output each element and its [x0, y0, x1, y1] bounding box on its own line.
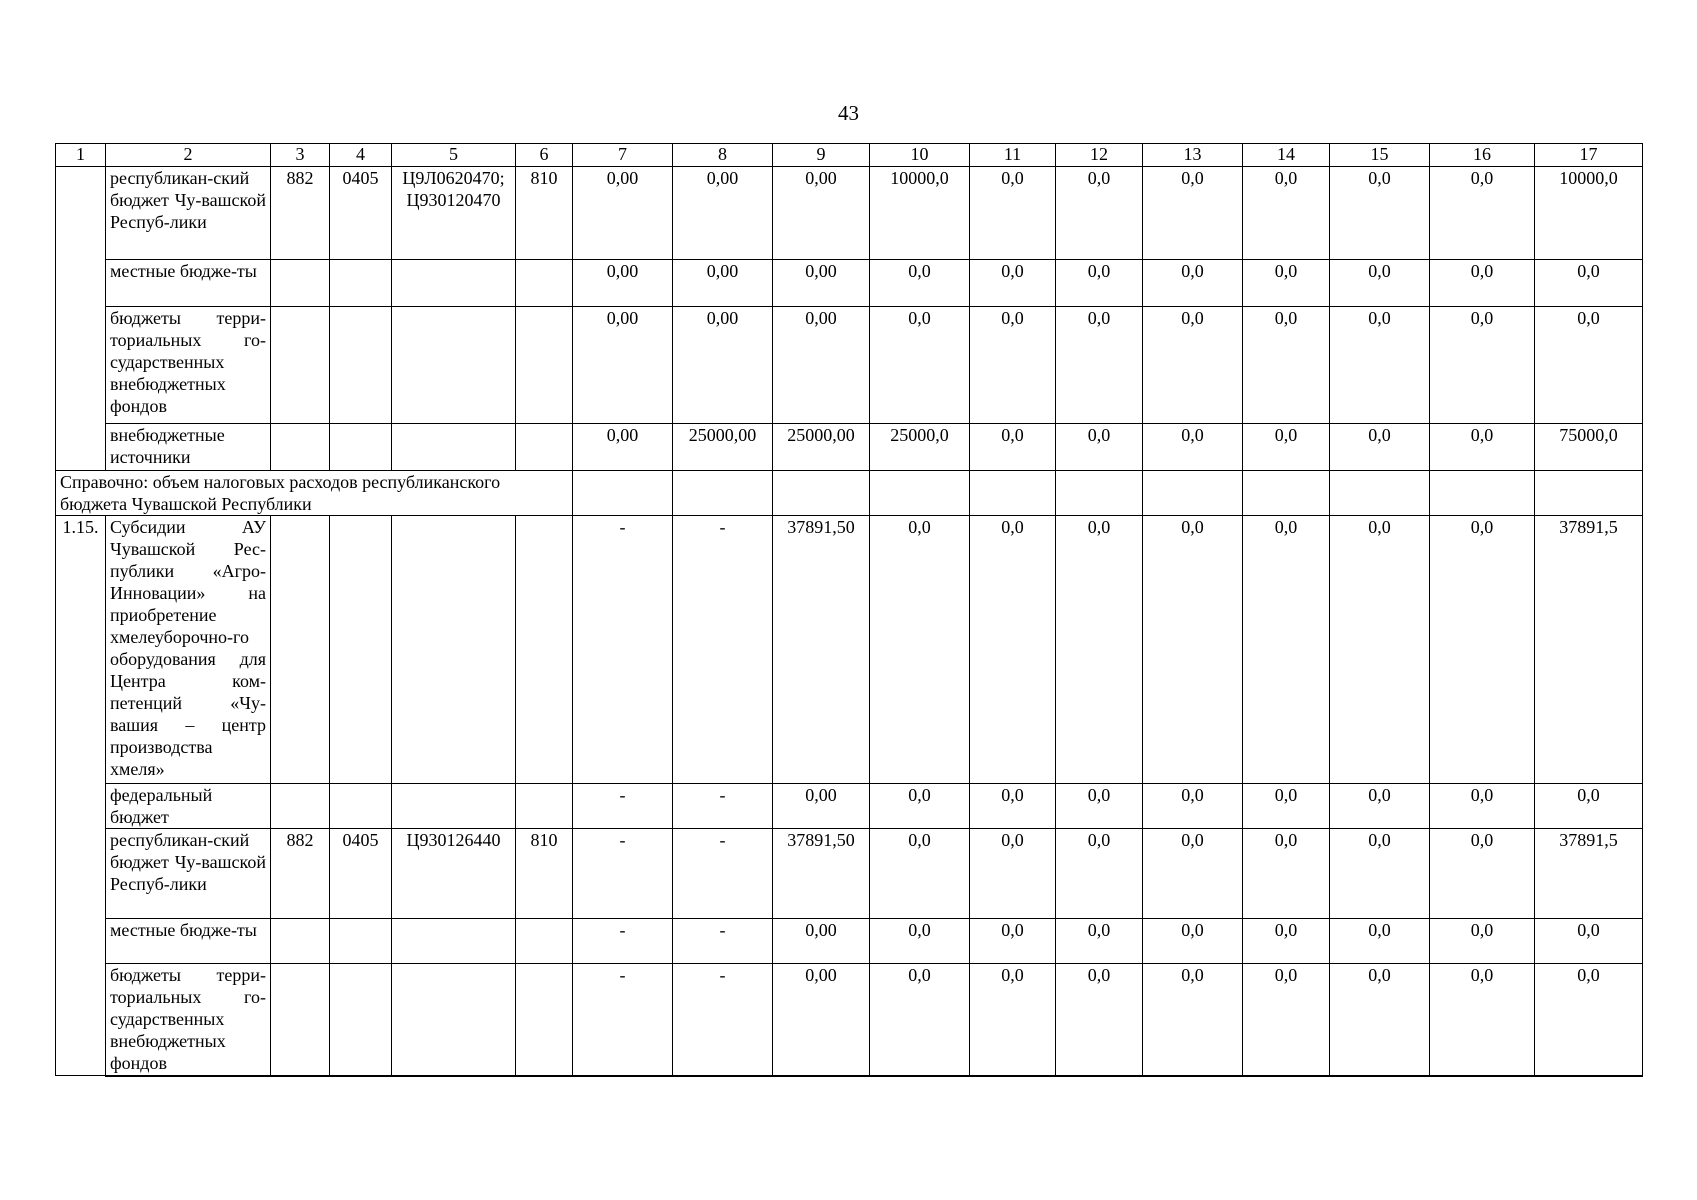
value-cell: 0,0	[1243, 964, 1330, 1076]
value-cell: 0,0	[1430, 919, 1535, 964]
target-article-code	[392, 964, 516, 1076]
table-row	[56, 784, 1643, 829]
table-row	[56, 260, 1643, 307]
source-label: местные бюдже-ты	[106, 260, 271, 307]
value-cell: 0,0	[1330, 784, 1430, 829]
value-cell: 0,0	[1430, 167, 1535, 260]
value-cell: 0,00	[773, 167, 870, 260]
value-cell: 0,00	[773, 919, 870, 964]
item-number: 1.15.	[56, 516, 106, 1076]
reference-note: Справочно: объем налоговых расходов республиканского бюджета Чувашской Республики	[56, 471, 573, 516]
column-number: 10	[870, 144, 970, 167]
column-number: 5	[392, 144, 516, 167]
value-cell: 0,0	[1330, 167, 1430, 260]
column-number: 9	[773, 144, 870, 167]
value-cell: 0,0	[1430, 964, 1535, 1076]
value-cell: 0,00	[773, 260, 870, 307]
table-row	[56, 919, 1643, 964]
column-number: 8	[673, 144, 773, 167]
value-cell: 0,0	[970, 260, 1056, 307]
source-label: республикан-ский бюджет Чу-вашской Респуб-лики	[106, 167, 271, 260]
value-cell: 0,0	[1243, 919, 1330, 964]
value-cell: 37891,5	[1535, 829, 1643, 919]
expense-type-code	[516, 260, 573, 307]
column-number: 7	[573, 144, 673, 167]
value-cell: 75000,0	[1535, 424, 1643, 471]
value-cell: -	[573, 919, 673, 964]
column-number-row	[56, 144, 1643, 167]
value-cell: 0,0	[1535, 784, 1643, 829]
item-title: Субсидии АУ Чувашской Рес-публики «Агро-Инновации» на приобретение хмелеуборочно-го оборудования для Центра ком-петенций «Чу-вашия – центр производства хмеля»	[106, 516, 271, 784]
value-cell: 0,0	[1535, 964, 1643, 1076]
empty-cell	[271, 516, 330, 784]
empty-cell	[1430, 471, 1535, 516]
table-row	[56, 424, 1643, 471]
value-cell: 0,0	[1143, 829, 1243, 919]
value-cell: 0,0	[870, 964, 970, 1076]
empty-cell	[573, 471, 673, 516]
value-cell: 0,0	[1143, 784, 1243, 829]
value-cell: 0,0	[970, 919, 1056, 964]
value-cell: 37891,5	[1535, 516, 1643, 784]
value-cell: 0,0	[1243, 260, 1330, 307]
section-code	[330, 307, 392, 424]
value-cell: 0,0	[970, 424, 1056, 471]
value-cell: 0,0	[1535, 307, 1643, 424]
value-cell: 0,0	[1143, 919, 1243, 964]
value-cell: 0,00	[773, 784, 870, 829]
ministry-code	[271, 964, 330, 1076]
value-cell: 25000,0	[870, 424, 970, 471]
column-number: 4	[330, 144, 392, 167]
column-number: 13	[1143, 144, 1243, 167]
value-cell: 0,0	[1330, 919, 1430, 964]
value-cell: 0,0	[1056, 260, 1143, 307]
value-cell: 0,0	[1243, 516, 1330, 784]
section-code	[330, 919, 392, 964]
source-label: местные бюдже-ты	[106, 919, 271, 964]
target-article-code	[392, 307, 516, 424]
source-label: бюджеты терри-ториальных го-сударственных внебюджетных фондов	[106, 964, 271, 1076]
value-cell: 0,0	[1330, 516, 1430, 784]
value-cell: -	[573, 829, 673, 919]
value-cell: 0,0	[1535, 260, 1643, 307]
empty-cell	[870, 471, 970, 516]
value-cell: 0,00	[573, 307, 673, 424]
value-cell: 0,0	[1243, 307, 1330, 424]
empty-cell	[392, 516, 516, 784]
expense-type-code	[516, 964, 573, 1076]
value-cell: 0,0	[870, 919, 970, 964]
ministry-code	[271, 307, 330, 424]
value-cell: 0,0	[1430, 829, 1535, 919]
empty-cell	[330, 516, 392, 784]
ministry-code: 882	[271, 167, 330, 260]
expense-type-code	[516, 307, 573, 424]
empty-cell	[773, 471, 870, 516]
section-code	[330, 424, 392, 471]
value-cell: 0,0	[1430, 516, 1535, 784]
target-article-code	[392, 260, 516, 307]
section-code	[330, 964, 392, 1076]
column-number: 2	[106, 144, 271, 167]
section-code: 0405	[330, 167, 392, 260]
value-cell: 0,0	[1430, 307, 1535, 424]
value-cell: 0,0	[1430, 784, 1535, 829]
value-cell: 0,00	[573, 167, 673, 260]
value-cell: 0,0	[1056, 784, 1143, 829]
value-cell: 0,0	[1243, 167, 1330, 260]
value-cell: 0,0	[1330, 260, 1430, 307]
value-cell: -	[673, 516, 773, 784]
expense-type-code: 810	[516, 829, 573, 919]
value-cell: 0,0	[870, 307, 970, 424]
value-cell: 0,0	[970, 307, 1056, 424]
source-label: внебюджетные источники	[106, 424, 271, 471]
target-article-code	[392, 784, 516, 829]
value-cell: 0,0	[1243, 424, 1330, 471]
empty-cell	[1330, 471, 1430, 516]
value-cell: 0,0	[1330, 829, 1430, 919]
ministry-code	[271, 260, 330, 307]
section-code: 0405	[330, 829, 392, 919]
value-cell: 0,0	[1056, 964, 1143, 1076]
empty-cell	[1143, 471, 1243, 516]
ministry-code	[271, 919, 330, 964]
value-cell: 0,00	[673, 260, 773, 307]
column-number: 16	[1430, 144, 1535, 167]
value-cell: 37891,50	[773, 829, 870, 919]
value-cell: 0,0	[1143, 424, 1243, 471]
value-cell: 0,0	[1056, 919, 1143, 964]
value-cell: -	[673, 784, 773, 829]
column-number: 3	[271, 144, 330, 167]
value-cell: 0,00	[773, 307, 870, 424]
empty-cell	[516, 516, 573, 784]
value-cell: -	[573, 516, 673, 784]
value-cell: 0,0	[970, 964, 1056, 1076]
value-cell: 0,00	[673, 167, 773, 260]
value-cell: 0,0	[1243, 784, 1330, 829]
empty-cell	[1243, 471, 1330, 516]
value-cell: -	[673, 829, 773, 919]
value-cell: -	[573, 784, 673, 829]
column-number: 14	[1243, 144, 1330, 167]
ministry-code	[271, 424, 330, 471]
value-cell: 0,0	[1143, 516, 1243, 784]
value-cell: -	[673, 919, 773, 964]
empty-cell	[673, 471, 773, 516]
column-number: 1	[56, 144, 106, 167]
value-cell: 0,0	[1056, 516, 1143, 784]
item-row	[56, 516, 1643, 784]
empty-cell	[1535, 471, 1643, 516]
value-cell: 0,0	[870, 260, 970, 307]
value-cell: 10000,0	[1535, 167, 1643, 260]
value-cell: 0,0	[1143, 307, 1243, 424]
value-cell: 0,0	[1143, 260, 1243, 307]
target-article-code	[392, 424, 516, 471]
section-code	[330, 260, 392, 307]
value-cell: 0,0	[970, 516, 1056, 784]
empty-cell	[1056, 471, 1143, 516]
empty-cell	[970, 471, 1056, 516]
column-number: 15	[1330, 144, 1430, 167]
source-label: бюджеты терри-ториальных го-сударственных внебюджетных фондов	[106, 307, 271, 424]
expense-type-code	[516, 424, 573, 471]
expense-type-code	[516, 784, 573, 829]
value-cell: 0,0	[1330, 964, 1430, 1076]
row-number-cell	[56, 167, 106, 471]
value-cell: -	[573, 964, 673, 1076]
value-cell: 0,0	[1330, 424, 1430, 471]
value-cell: 0,0	[970, 167, 1056, 260]
section-code	[330, 784, 392, 829]
value-cell: 0,0	[1056, 307, 1143, 424]
value-cell: 0,0	[1056, 424, 1143, 471]
table-row	[56, 307, 1643, 424]
expense-type-code: 810	[516, 167, 573, 260]
value-cell: 37891,50	[773, 516, 870, 784]
value-cell: 0,00	[773, 964, 870, 1076]
page-number: 43	[838, 101, 859, 125]
source-label: республикан-ский бюджет Чу-вашской Респуб-лики	[106, 829, 271, 919]
table-row	[56, 167, 1643, 260]
value-cell: 0,0	[870, 784, 970, 829]
value-cell: 0,0	[1143, 964, 1243, 1076]
table-row	[56, 964, 1643, 1076]
column-number: 6	[516, 144, 573, 167]
value-cell: 0,0	[970, 784, 1056, 829]
value-cell: 10000,0	[870, 167, 970, 260]
target-article-code	[392, 919, 516, 964]
column-number: 17	[1535, 144, 1643, 167]
value-cell: -	[673, 964, 773, 1076]
ministry-code	[271, 784, 330, 829]
source-label: федеральный бюджет	[106, 784, 271, 829]
value-cell: 0,0	[1330, 307, 1430, 424]
value-cell: 0,0	[1430, 424, 1535, 471]
target-article-code: Ц9Л0620470; Ц930120470	[392, 167, 516, 260]
value-cell: 0,00	[673, 307, 773, 424]
budget-table	[55, 143, 1643, 1077]
target-article-code: Ц930126440	[392, 829, 516, 919]
value-cell: 0,00	[573, 424, 673, 471]
value-cell: 0,0	[1056, 167, 1143, 260]
value-cell: 0,0	[870, 516, 970, 784]
value-cell: 25000,00	[673, 424, 773, 471]
value-cell: 0,0	[970, 829, 1056, 919]
value-cell: 0,00	[573, 260, 673, 307]
value-cell: 0,0	[1535, 919, 1643, 964]
expense-type-code	[516, 919, 573, 964]
value-cell: 0,0	[1430, 260, 1535, 307]
column-number: 11	[970, 144, 1056, 167]
value-cell: 0,0	[1243, 829, 1330, 919]
column-number: 12	[1056, 144, 1143, 167]
value-cell: 25000,00	[773, 424, 870, 471]
table-row	[56, 829, 1643, 919]
ministry-code: 882	[271, 829, 330, 919]
value-cell: 0,0	[1143, 167, 1243, 260]
reference-note-row	[56, 471, 1643, 516]
value-cell: 0,0	[1056, 829, 1143, 919]
value-cell: 0,0	[870, 829, 970, 919]
